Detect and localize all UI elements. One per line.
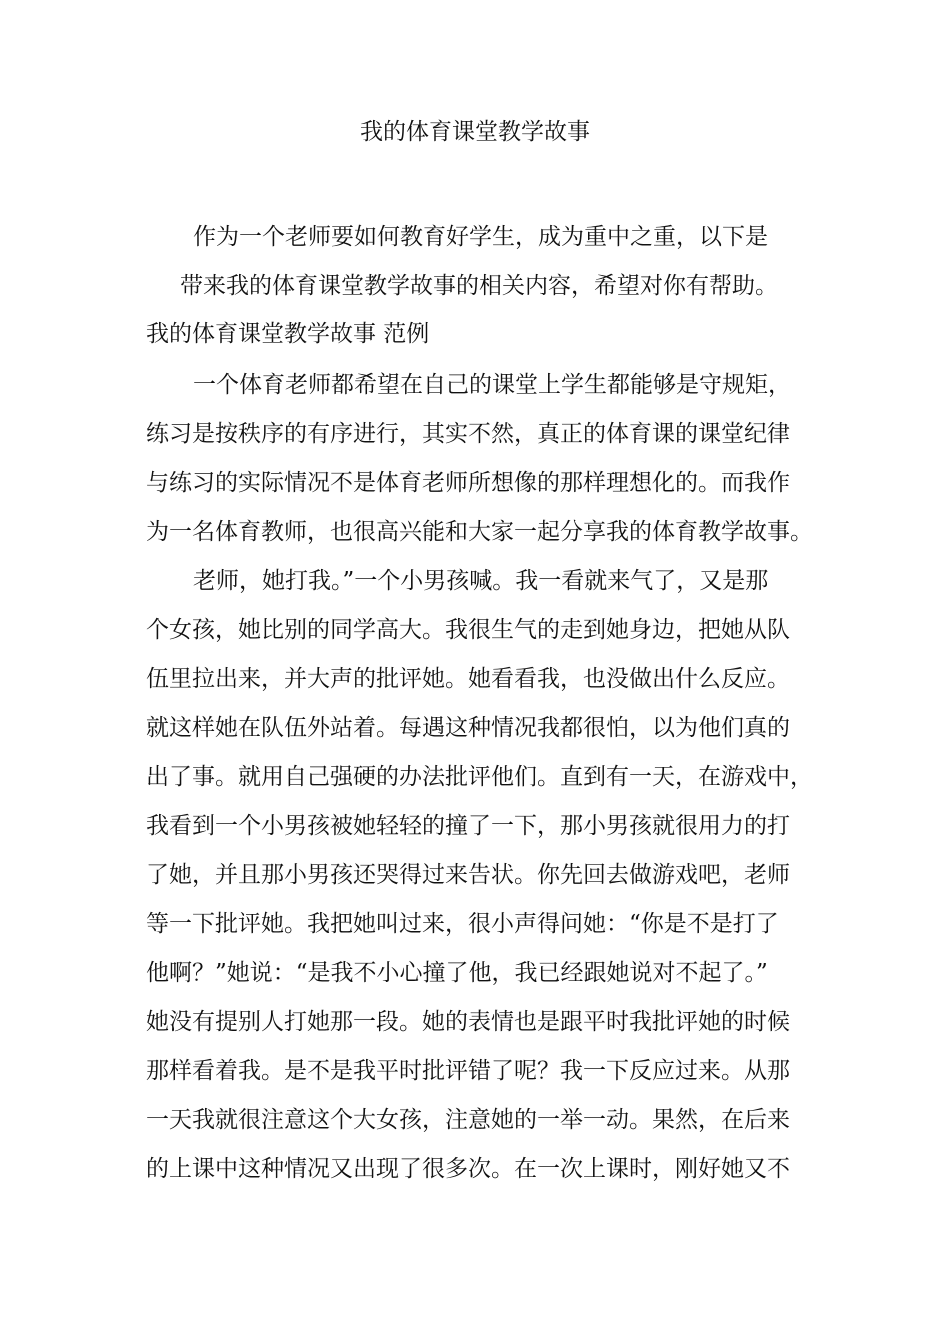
paragraph-line: 那样看着我。是不是我平时批评错了呢？我一下反应过来。从那 [146,1058,790,1084]
paragraph-line: 就这样她在队伍外站着。每遇这种情况我都很怕，以为他们真的 [146,715,790,741]
paragraph-line: 带来我的体育课堂教学故事的相关内容，希望对你有帮助。 [180,273,778,299]
paragraph-line: 为一名体育教师，也很高兴能和大家一起分享我的体育教学故事。 [146,519,813,545]
paragraph-line: 与练习的实际情况不是体育老师所想像的那样理想化的。而我作 [146,470,790,496]
paragraph-line: 一个体育老师都希望在自己的课堂上学生都能够是守规矩， [193,372,791,398]
paragraph-line: 一天我就很注意这个大女孩，注意她的一举一动。果然，在后来 [146,1107,790,1133]
paragraph-line: 等一下批评她。我把她叫过来，很小声得问她：“你是不是打了 [146,911,779,937]
paragraph-line: 作为一个老师要如何教育好学生，成为重中之重，以下是 [193,224,768,250]
paragraph-line: 他啊？”她说：“是我不小心撞了他，我已经跟她说对不起了。” [146,960,768,986]
paragraph-line: 她没有提别人打她那一段。她的表情也是跟平时我批评她的时候 [146,1009,790,1035]
paragraph-line: 老师，她打我。”一个小男孩喊。我一看就来气了，又是那 [193,568,769,594]
paragraph-line: 个女孩，她比别的同学高大。我很生气的走到她身边，把她从队 [146,617,790,643]
paragraph-line: 我看到一个小男孩被她轻轻的撞了一下，那小男孩就很用力的打 [146,813,790,839]
paragraph-line: 出了事。就用自己强硬的办法批评他们。直到有一天，在游戏中， [146,764,813,790]
paragraph-line: 的上课中这种情况又出现了很多次。在一次上课时，刚好她又不 [146,1156,790,1182]
paragraph-line: 练习是按秩序的有序进行，其实不然，真正的体育课的课堂纪律 [146,421,790,447]
document-title: 我的体育课堂教学故事 [360,119,590,145]
paragraph-line: 伍里拉出来，并大声的批评她。她看看我，也没做出什么反应。 [146,666,790,692]
paragraph-line: 了她，并且那小男孩还哭得过来告状。你先回去做游戏吧，老师 [146,862,790,888]
section-heading: 我的体育课堂教学故事 范例 [146,321,430,347]
